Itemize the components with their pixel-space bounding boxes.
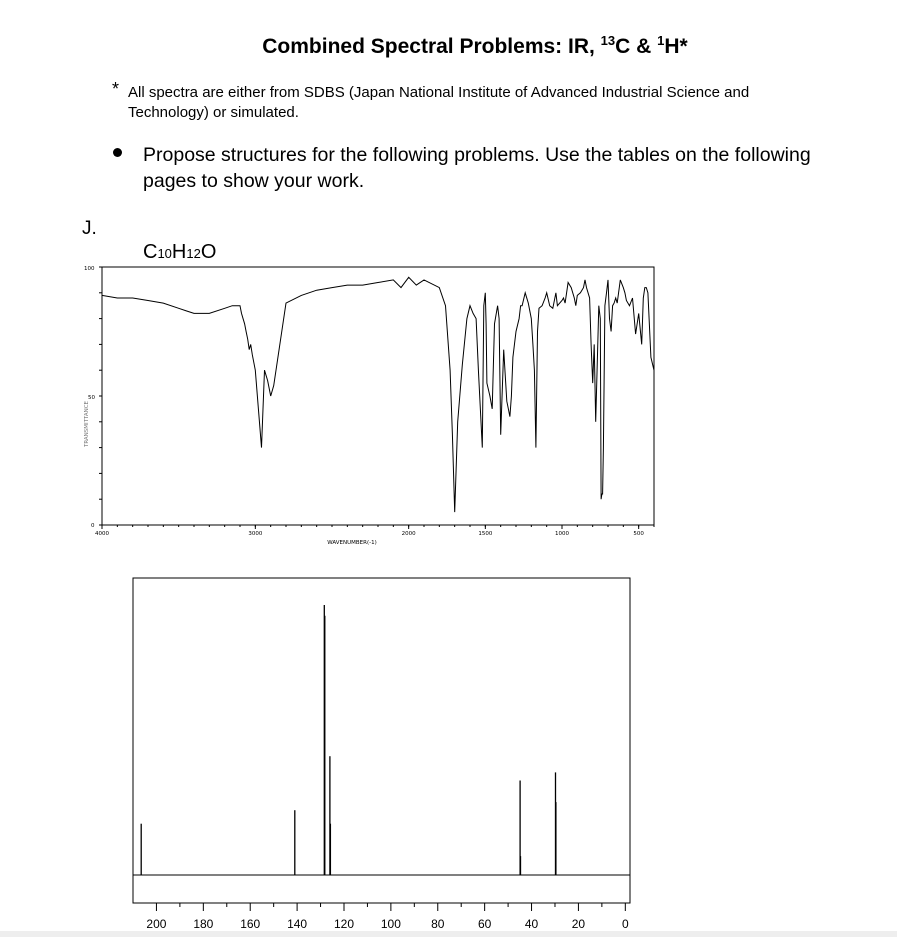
- nmr-x-tick-label: 60: [477, 917, 492, 931]
- nmr-x-tick-label: 120: [333, 917, 355, 931]
- nmr-x-tick-label: 180: [193, 917, 214, 931]
- molecular-formula: C10H12O: [143, 241, 217, 263]
- ir-x-tick-label: 3000: [248, 531, 263, 537]
- ir-y-tick-label: 100: [84, 266, 95, 272]
- ir-x-tick-label: 500: [633, 531, 644, 537]
- ir-y-tick-label: 0: [91, 523, 95, 529]
- ir-transmittance-trace: [102, 277, 654, 512]
- ir-x-tick-label: 2000: [401, 531, 416, 537]
- nmr-x-tick-label: 160: [240, 917, 261, 931]
- source-note: All spectra are either from SDBS (Japan National Institute of Advanced Industrial Science and Technology) or simulated.: [128, 84, 750, 121]
- ir-x-axis-label: WAVENUMBER(-1): [327, 540, 377, 546]
- nmr-x-tick-label: 100: [380, 917, 401, 931]
- nmr-x-tick-label: 200: [146, 917, 167, 931]
- nmr-x-tick-label: 140: [287, 917, 308, 931]
- instruction-text: Propose structures for the following problems. Use the tables on the following pages to show your work.: [143, 144, 811, 192]
- problem-label: J.: [82, 218, 97, 239]
- ir-plot-frame: [102, 267, 654, 525]
- page-bottom-edge: [0, 931, 897, 937]
- page-title: Combined Spectral Problems: IR, $^{13}$C & $^1$H*: [262, 33, 688, 58]
- nmr-x-tick-label: 20: [571, 917, 586, 931]
- c13-nmr-chart: [0, 560, 897, 935]
- ir-y-axis-label: TRANSMITTANCE: [84, 400, 90, 448]
- nmr-x-tick-label: 40: [524, 917, 539, 931]
- nmr-x-tick-label: 80: [431, 917, 445, 931]
- ir-x-tick-label: 1500: [478, 531, 493, 537]
- ir-x-tick-label: 1000: [555, 531, 569, 537]
- footnote-marker: *: [112, 79, 120, 99]
- ir-x-tick-label: 4000: [95, 531, 109, 537]
- ir-y-tick-label: 50: [88, 395, 95, 401]
- nmr-x-tick-label: 0: [621, 917, 629, 931]
